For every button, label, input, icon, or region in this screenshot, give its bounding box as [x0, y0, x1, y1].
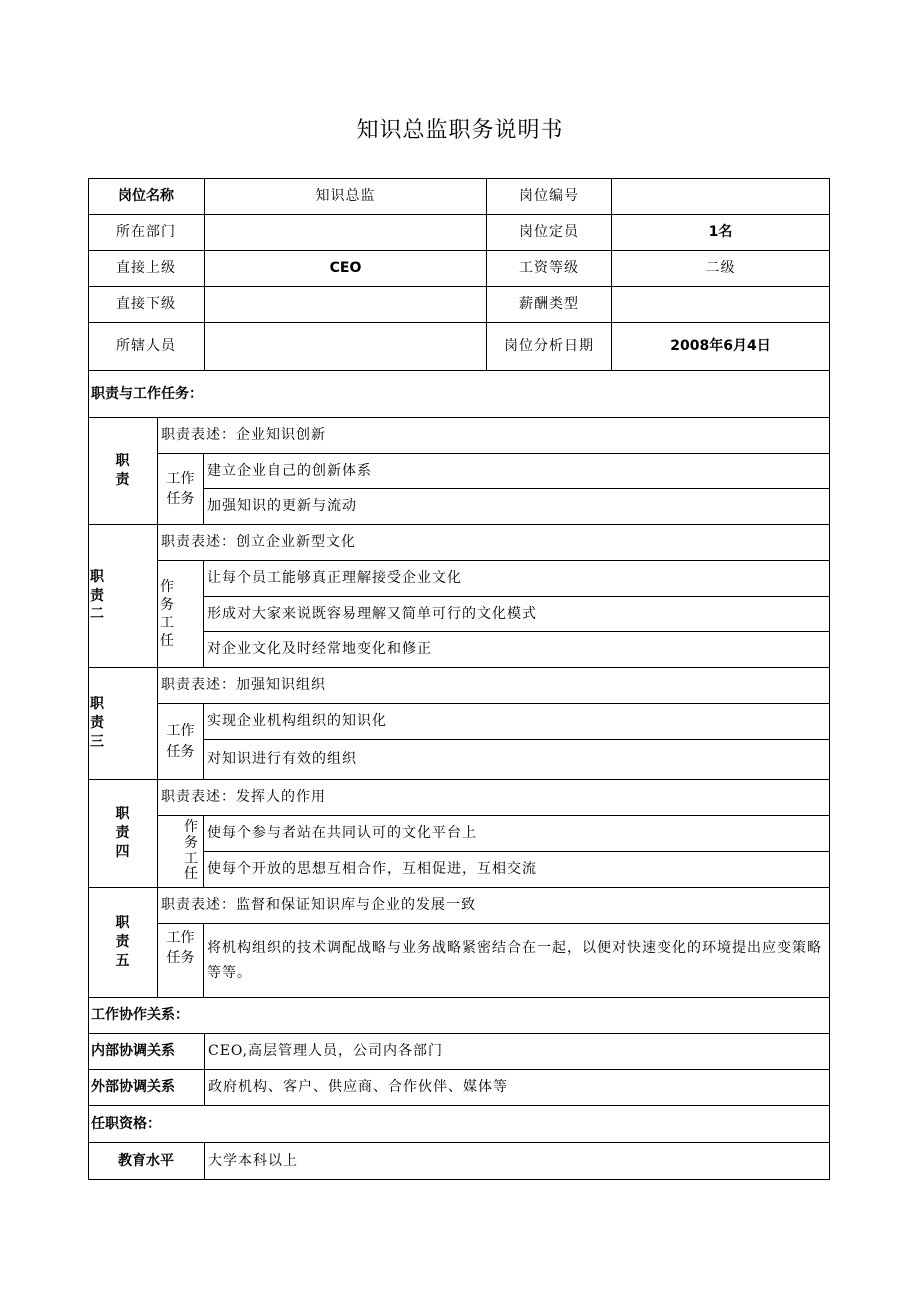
duty-2-label: 职 责 二 — [88, 525, 158, 668]
duty-2-description: 职责表述：创立企业新型文化 — [158, 525, 830, 561]
duty-4-task-2: 使每个开放的思想互相合作，互相促进，互相交流 — [204, 852, 830, 888]
headcount-value: 1名 — [612, 215, 830, 251]
cooperation-section-title: 工作协作关系： — [88, 998, 830, 1034]
subordinate-label: 直接下级 — [88, 287, 205, 323]
education-label: 教育水平 — [88, 1143, 205, 1180]
superior-value: CEO — [205, 251, 487, 287]
salary-grade-value: 二级 — [612, 251, 830, 287]
superior-label: 直接上级 — [88, 251, 205, 287]
job-description-table — [88, 178, 830, 1180]
duty-2-task-3: 对企业文化及时经常地变化和修正 — [204, 632, 830, 668]
external-coordination-label: 外部协调关系 — [88, 1070, 205, 1106]
salary-grade-label: 工资等级 — [487, 251, 612, 287]
duty-1-task-1: 建立企业自己的创新体系 — [204, 454, 830, 489]
analysis-date-value: 2008年6月4日 — [612, 323, 830, 371]
duty-3-task-2: 对知识进行有效的组织 — [204, 740, 830, 780]
department-label: 所在部门 — [88, 215, 205, 251]
duty-3-task-1: 实现企业机构组织的知识化 — [204, 704, 830, 740]
analysis-date-label: 岗位分析日期 — [487, 323, 612, 371]
duty-2-task-2: 形成对大家来说既容易理解又简单可行的文化模式 — [204, 597, 830, 632]
duty-4-task-label: 作 务 工 任 — [158, 816, 204, 888]
duty-3-task-label: 工作 任务 — [158, 704, 204, 780]
position-code-value — [612, 178, 830, 215]
duty-1-task-label: 工作 任务 — [158, 454, 204, 525]
duty-2-task-1: 让每个员工能够真正理解接受企业文化 — [204, 561, 830, 597]
duty-1-description: 职责表述：企业知识创新 — [158, 418, 830, 454]
duties-section-title: 职责与工作任务： — [88, 371, 830, 418]
headcount-label: 岗位定员 — [487, 215, 612, 251]
duty-4-description: 职责表述：发挥人的作用 — [158, 780, 830, 816]
pay-type-value — [612, 287, 830, 323]
duty-1-task-2: 加强知识的更新与流动 — [204, 489, 830, 525]
position-code-label: 岗位编号 — [487, 178, 612, 215]
duty-2-task-label: 作 务 工 任 — [158, 561, 204, 668]
duty-5-task-1: 将机构组织的技术调配战略与业务战略紧密结合在一起，以便对快速变化的环境提出应变策略等等。 — [204, 924, 830, 998]
internal-coordination-label: 内部协调关系 — [88, 1034, 205, 1070]
duty-4-task-1: 使每个参与者站在共同认可的文化平台上 — [204, 816, 830, 852]
duty-3-label: 职 责 三 — [88, 668, 158, 780]
managed-staff-value — [205, 323, 487, 371]
managed-staff-label: 所辖人员 — [88, 323, 205, 371]
internal-coordination-value: CEO,高层管理人员，公司内各部门 — [205, 1034, 830, 1070]
duty-3-description: 职责表述：加强知识组织 — [158, 668, 830, 704]
position-name-label: 岗位名称 — [88, 178, 205, 215]
education-value: 大学本科以上 — [205, 1143, 830, 1180]
position-name-value: 知识总监 — [205, 178, 487, 215]
external-coordination-value: 政府机构、客户、供应商、合作伙伴、媒体等 — [205, 1070, 830, 1106]
duty-5-label: 职 责 五 — [88, 888, 158, 998]
page-title: 知识总监职务说明书 — [356, 118, 564, 143]
subordinate-value — [205, 287, 487, 323]
department-value — [205, 215, 487, 251]
duty-4-label: 职 责 四 — [88, 780, 158, 888]
qualification-section-title: 任职资格： — [88, 1106, 830, 1143]
duty-5-description: 职责表述：监督和保证知识库与企业的发展一致 — [158, 888, 830, 924]
duty-5-task-label: 工作 任务 — [158, 924, 204, 998]
pay-type-label: 薪酬类型 — [487, 287, 612, 323]
duty-1-label: 职 责 — [88, 418, 158, 525]
